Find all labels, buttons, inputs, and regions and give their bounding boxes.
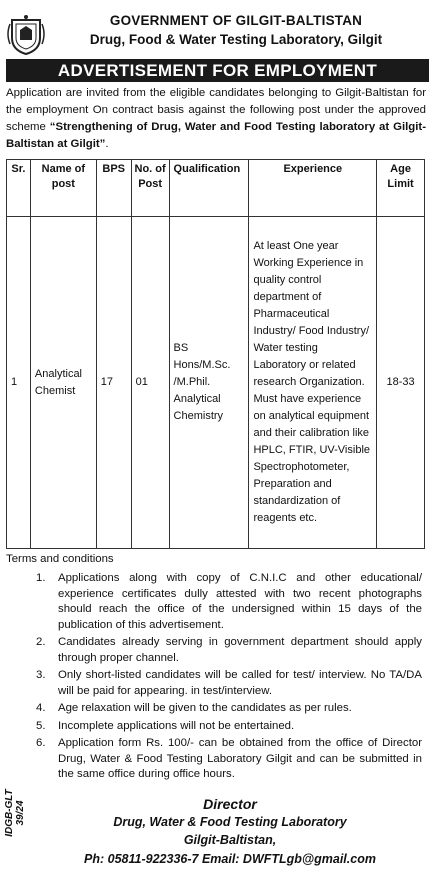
posts-table: [6, 159, 425, 549]
list-item: [6, 736, 426, 783]
term-text: Age relaxation will be given to the candidates as per rules.: [58, 702, 352, 714]
list-item: [6, 719, 426, 735]
scheme-name: “Strengthening of Drug, Water and Food Testing laboratory at Gilgit-Baltistan at Gilgit”: [6, 121, 426, 150]
government-emblem-icon: [6, 14, 46, 56]
term-number: 1.: [36, 572, 46, 584]
terms-list: [6, 571, 426, 785]
header-sr: Sr.: [7, 160, 31, 217]
term-number: 3.: [36, 669, 46, 681]
intro-text: Application are invited from the eligible candidates belonging to Gilgit-Baltistan for the employment On contract basis against the following post under the approved scheme: [6, 87, 426, 133]
list-item: [6, 701, 426, 717]
term-number: 5.: [36, 719, 46, 732]
list-item: [6, 635, 426, 666]
signatory-title: Director: [203, 796, 257, 812]
term-number: 4.: [36, 702, 46, 714]
advertisement-banner: ADVERTISEMENT FOR EMPLOYMENT: [6, 59, 429, 82]
cell-bps: 17: [96, 217, 131, 549]
cell-posts: 01: [131, 217, 169, 549]
cell-age: 18-33: [377, 217, 425, 549]
term-text: Applications along with copy of C.N.I.C and other educational/ experience certificates dully attested with two recent photographs should reach the office of the undersigned within 15 days of the publication of this advertisement.: [58, 572, 422, 631]
header-no-of-post: No. of Post: [131, 160, 169, 217]
header-bps: BPS: [96, 160, 131, 217]
header: [0, 0, 433, 60]
term-number: 2.: [36, 636, 46, 648]
header-experience: Experience: [249, 160, 377, 217]
header-age-limit: Age Limit: [377, 160, 425, 217]
cell-experience: At least One year Working Experience in quality control department of Pharmaceutical Industry/ Food Industry/ Water testing Laboratory or related research Organization. Must have experience on analytical equipment and their calibration like HPLC, FTIR, UV-Visible Spectrophotometer, Preparation and standardization of reagents etc.: [249, 217, 377, 549]
contact-line: Ph: 05811-922336-7 Email: DWFTLgb@gmail.com: [84, 852, 376, 866]
list-item: [6, 571, 426, 633]
reference-code: IDGB-GLT 39/24: [4, 789, 26, 837]
term-number: 6.: [36, 737, 46, 749]
signatory-place: Gilgit-Baltistan,: [183, 833, 277, 847]
table-row: [7, 217, 425, 549]
list-item: [6, 668, 426, 699]
header-name-of-post: Name of post: [30, 160, 96, 217]
signatory-lab: Drug, Water & Food Testing Laboratory: [113, 815, 347, 829]
cell-sr: 1: [7, 217, 31, 549]
cell-name: Analytical Chemist: [30, 217, 96, 549]
intro-paragraph: [6, 85, 426, 153]
terms-heading: Terms and conditions: [6, 553, 114, 565]
government-title: GOVERNMENT OF GILGIT-BALTISTAN: [109, 13, 363, 28]
lab-title: Drug, Food & Water Testing Laboratory, Gilgit: [89, 32, 383, 47]
table-header-row: [7, 160, 425, 217]
term-text: Application form Rs. 100/- can be obtained from the office of Director Drug, Water & Food Testing Laboratory Gilgit and can be submitted in the same office during office hours.: [58, 737, 422, 780]
header-qualification: Qualification: [169, 160, 249, 217]
term-text: Only short-listed candidates will be called for test/ interview. No TA/DA will be paid for appearing. in test/interview.: [58, 669, 422, 697]
term-text: Candidates already serving in government department should apply through proper channel.: [58, 636, 422, 664]
cell-qualification: BS Hons/M.Sc. /M.Phil. Analytical Chemistry: [169, 217, 249, 549]
term-text: Incomplete applications will not be entertained.: [58, 719, 295, 732]
intro-end: .: [105, 138, 109, 150]
